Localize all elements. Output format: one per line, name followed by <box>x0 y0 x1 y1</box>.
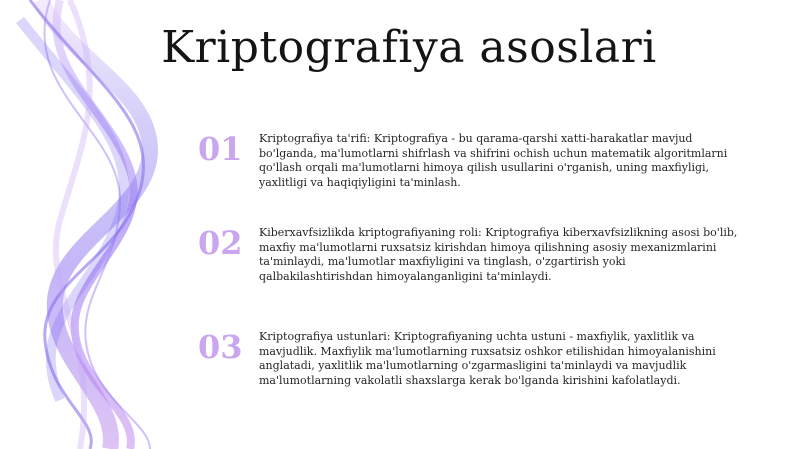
item-text: Kiberxavfsizlikda kriptografiyaning roli: Kriptografiya kiberxavfsizlikning asosi bo'lib, maxfiy ma'lumotlarni ruxsatsiz kirishdan himoya qilishning asosiy mexanizmlarini ta'minlaydi, ma'lumotlar maxfiyligini va tinglash, o'zgartirish yoki qalbakilashtirishdan himoyalanganligini ta'minlaydi. <box>259 226 738 283</box>
item-number: 03 <box>198 328 243 366</box>
item-number: 02 <box>198 224 243 262</box>
item-text: Kriptografiya ustunlari: Kriptografiyaning uchta ustuni - maxfiylik, yaxlitlik va mavjudlik. Maxfiylik ma'lumotlarning ruxsatsiz oshkor etilishidan himoyalanishini anglatadi, yaxlitlik ma'lumotlarning o'zgarmasligini ta'minlaydi va mavjudlik ma'lumotlarning vakolatli shaxslarga kerak bo'lganda kirishini kafolatlaydi. <box>259 330 716 387</box>
item-text: Kriptografiya ta'rifi: Kriptografiya - bu qarama-qarshi xatti-harakatlar mavjud bo'lganda, ma'lumotlarni shifrlash va shifrini ochish uchun matematik algoritmlarni qo'llash orqali ma'lumotlarni himoya qilish usullarini o'rganish, uning maxfiyligi, yaxlitligi va haqiqiyligini ta'minlash. <box>259 132 728 189</box>
slide-title: Kriptografiya asoslari <box>161 22 657 73</box>
item-number: 01 <box>198 130 243 168</box>
